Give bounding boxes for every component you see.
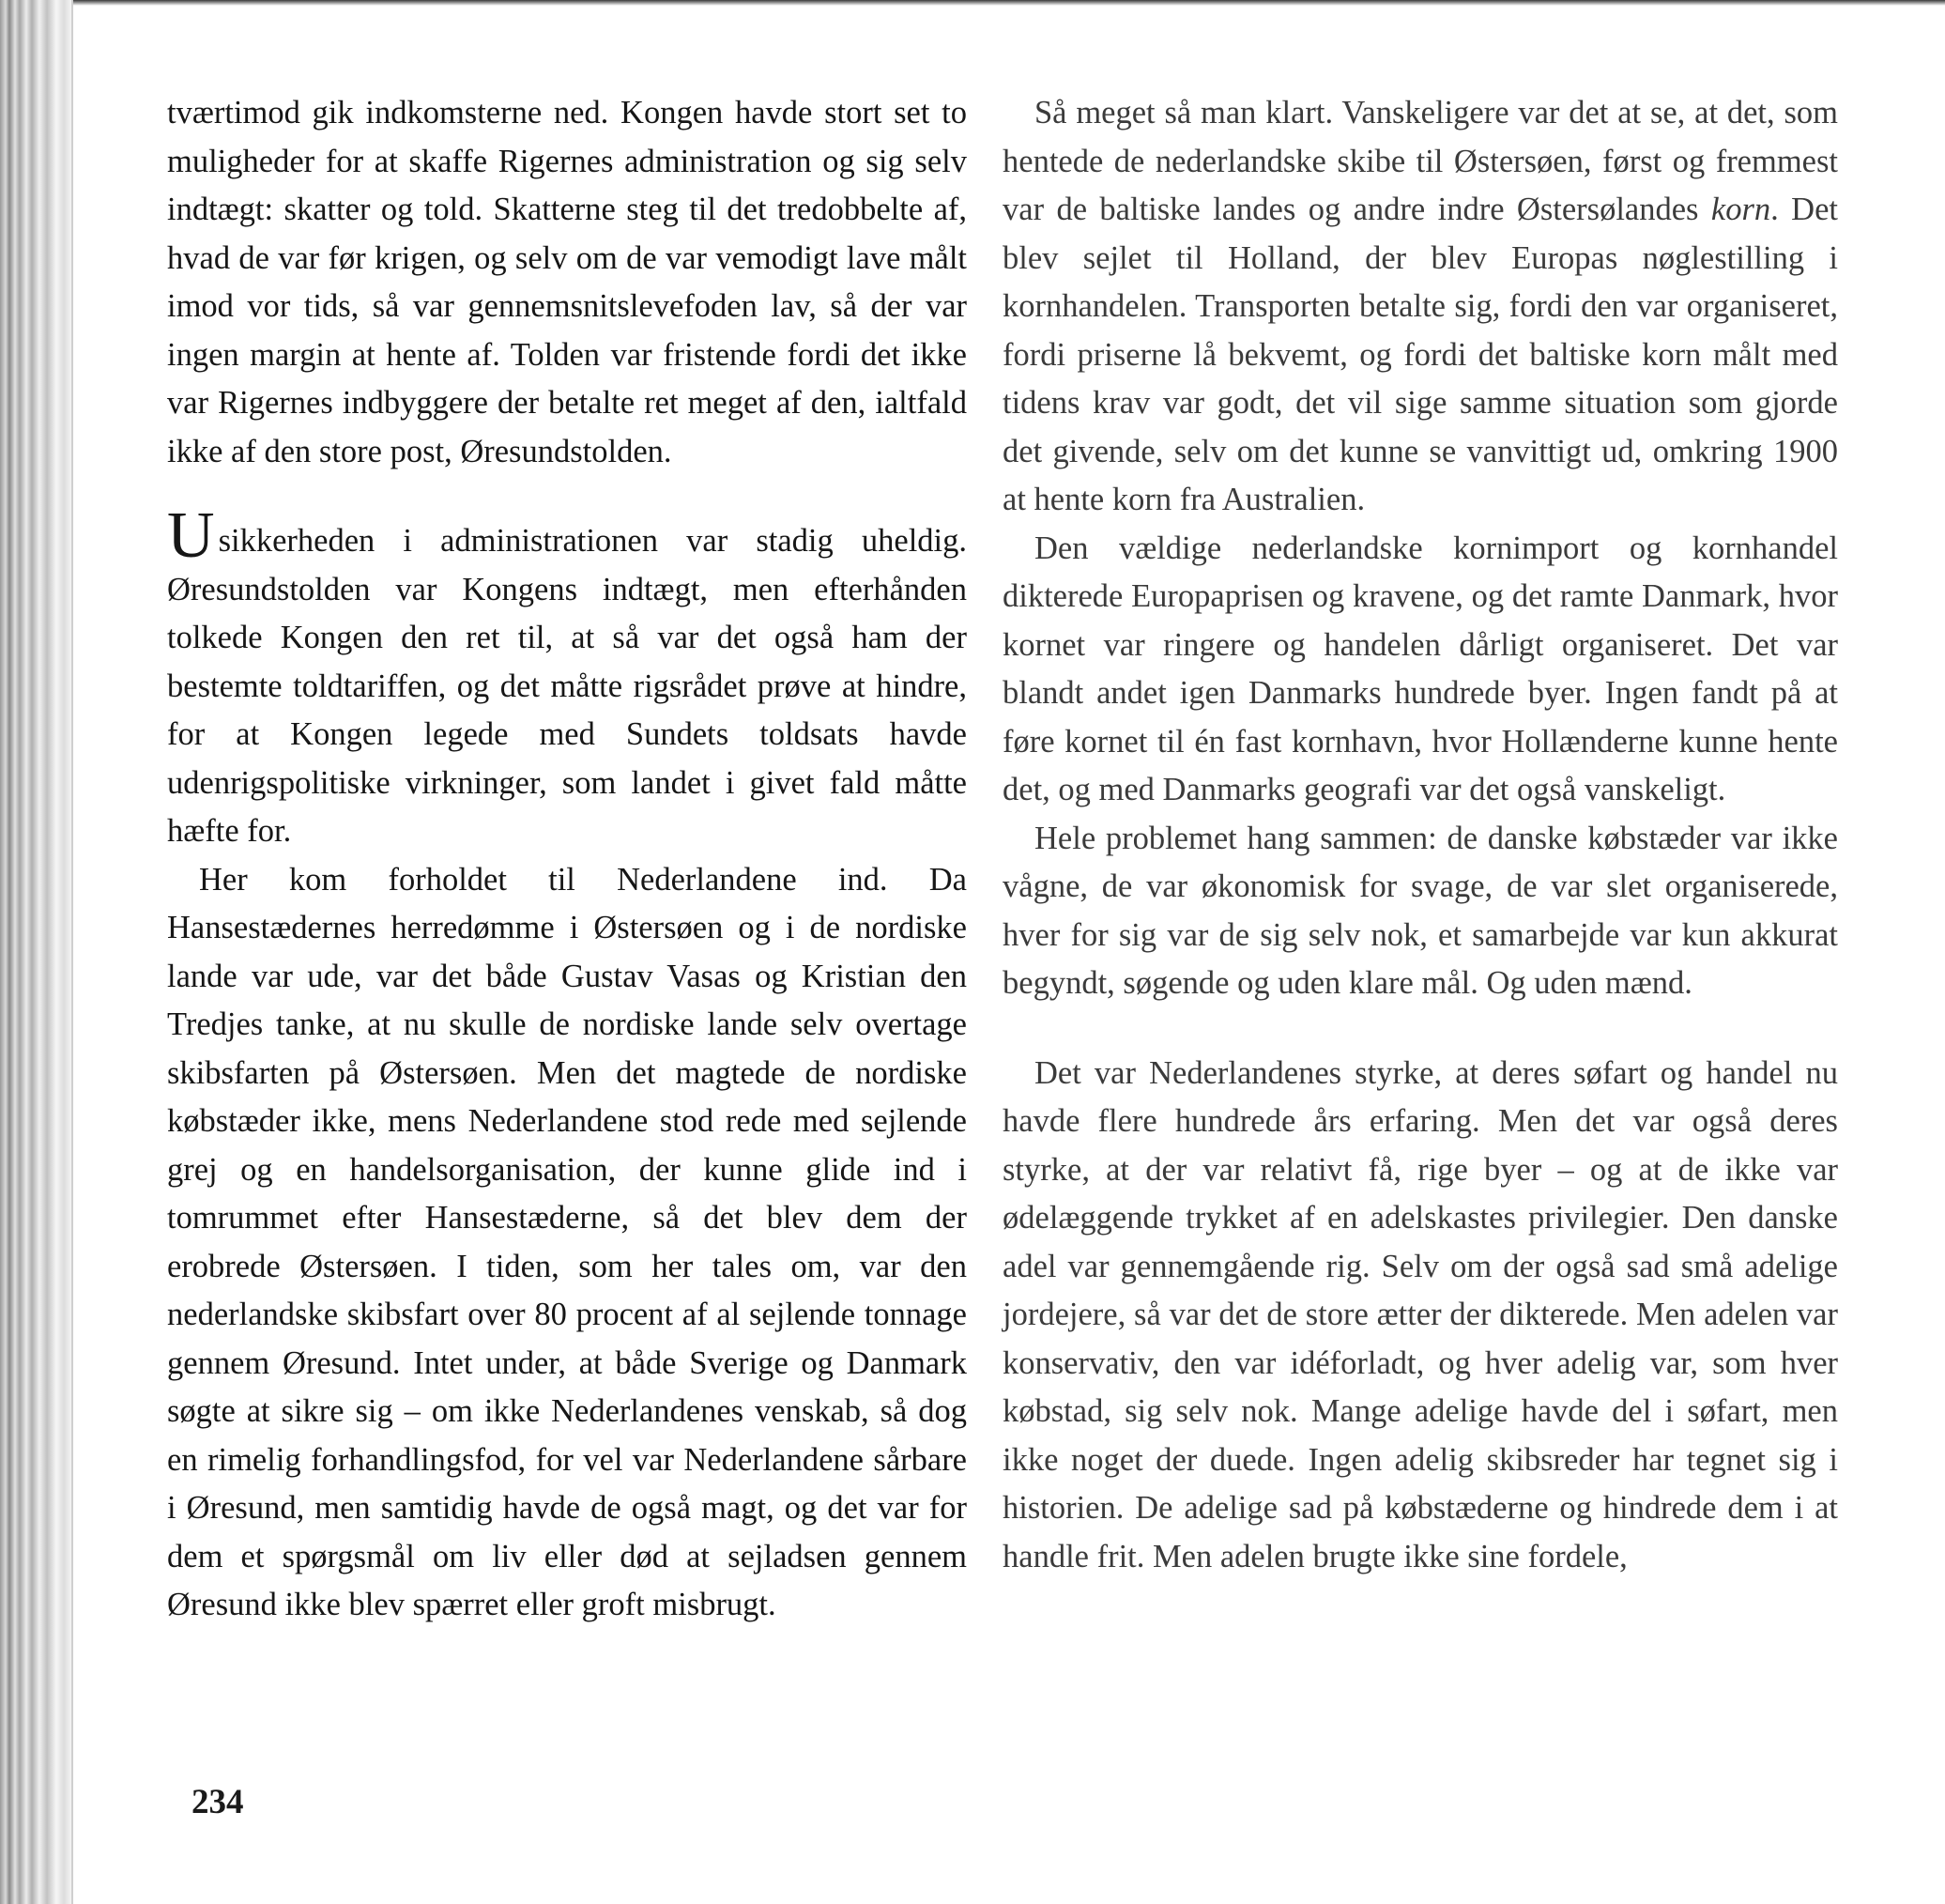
book-page-edges bbox=[0, 0, 73, 1904]
right-column bbox=[1003, 89, 1838, 1581]
left-column bbox=[167, 89, 967, 1630]
left-paragraph-1: tværtimod gik indkomsterne ned. Kongen havde stort set to muligheder for at skaffe Rigernes administration og sig selv indtægt: skatter og told. Skatterne steg til det tredobbelte af, hvad de var før krigen, og selv om de var vemodigt lave målt imod vor tids, så var gennemsnitslevefoden lav, så der var ingen margin at hente af. Tolden var fristende fordi det ikke var Rigernes indbyggere der betalte ret meget af den, ialtfald ikke af den store post, Øresundstolden. bbox=[167, 95, 967, 469]
left-paragraph-2 bbox=[167, 499, 967, 856]
italic-word: korn bbox=[1710, 192, 1771, 227]
page-number: 234 bbox=[191, 1783, 244, 1821]
right-paragraph-1-start: Så meget så man klart. Vanskeligere var det at se, at det, som hentede de nederlandske skibe til Østersøen, først og fremmest var de baltiske landes og andre indre Østersølandes bbox=[1003, 95, 1838, 227]
right-paragraph-1 bbox=[1003, 89, 1838, 525]
drop-cap: U bbox=[167, 499, 215, 572]
left-paragraph-3: Her kom forholdet til Nederlandene ind. Da Hansestædernes herredømme i Østersøen og i de nordiske lande var ude, var det både Gustav Vasas og Kristian den Tredjes tanke, at nu skulle de nordiske lande selv overtage skibsfarten på Østersøen. Men det magtede de nordiske købstæder ikke, mens Nederlandene stod rede med sejlende grej og en handelsorganisation, der kunne glide ind i tomrummet efter Hansestæderne, så det blev dem der erobrede Østersøen. I tiden, som her tales om, var den nederlandske skibsfart over 80 procent af al sejlende tonnage gennem Øresund. Intet under, at både Sverige og Danmark søgte at sikre sig – om ikke Nederlandenes venskab, så dog en rimelig forhandlingsfod, for vel var Nederlandene sårbare i Øresund, men samtidig havde de også magt, og det var for dem et spørgsmål om liv eller død at sejladsen gennem Øresund ikke blev spærret eller groft misbrugt. bbox=[167, 861, 967, 1622]
left-paragraph-2-text: sikkerheden i administrationen var stadig uheldig. Øresundstolden var Kongens indtægt, men efterhånden tolkede Kongen den ret til, at så var det også ham der bestemte toldtariffen, og det måtte rigsrådet prøve at hindre, for at Kongen legede med Sundets toldsats havde udenrigspolitiske virkninger, som landet i givet fald måtte hæfte for. bbox=[167, 523, 967, 849]
top-shadow bbox=[73, 0, 1945, 6]
right-paragraph-2: Den vældige nederlandske kornimport og kornhandel dikterede Europaprisen og kravene, og det ramte Danmark, hvor kornet var ringere og handelen dårligt organiseret. Det var blandt andet igen Danmarks hundrede byer. Ingen fandt på at føre kornet til én fast kornhavn, hvor Hollænderne kunne hente det, og med Danmarks geografi var det også vanskeligt. bbox=[1003, 530, 1838, 807]
right-paragraph-1-end: . Det blev sejlet til Holland, der blev Europas nøglestilling i kornhandelen. Transporten betalte sig, fordi den var organiseret, fordi priserne lå bekvemt, og fordi det baltiske korn målt med tidens krav var godt, det vil sige samme situation som gjorde det givende, selv om det kunne se vanvittigt ud, omkring 1900 at hente korn fra Australien. bbox=[1003, 192, 1838, 517]
right-paragraph-3: Hele problemet hang sammen: de danske købstæder var ikke vågne, de var økonomisk for svage, de var slet organiserede, hver for sig var de sig selv nok, et samarbejde var kun akkurat begyndt, søgende og uden klare mål. Og uden mænd. bbox=[1003, 820, 1838, 1001]
right-paragraph-4: Det var Nederlandenes styrke, at deres søfart og handel nu havde flere hundrede års erfaring. Men det var også deres styrke, at der var relativt få, rige byer – og at de ikke var ødelæggende trykket af en adelskastes privilegier. Den danske adel var gennemgående rig. Selv om der også sad små adelige jordejere, så var det de store ætter der dikterede. Men adelen var konservativ, den var idéforladt, og hver adelig var, som hver købstad, sig selv nok. Mange adelige havde del i søfart, men ikke noget der duede. Ingen adelig skibsreder har tegnet sig i historien. De adelige sad på købstæderne og hindrede dem i at handle frit. Men adelen brugte ikke sine fordele, bbox=[1003, 1054, 1838, 1574]
